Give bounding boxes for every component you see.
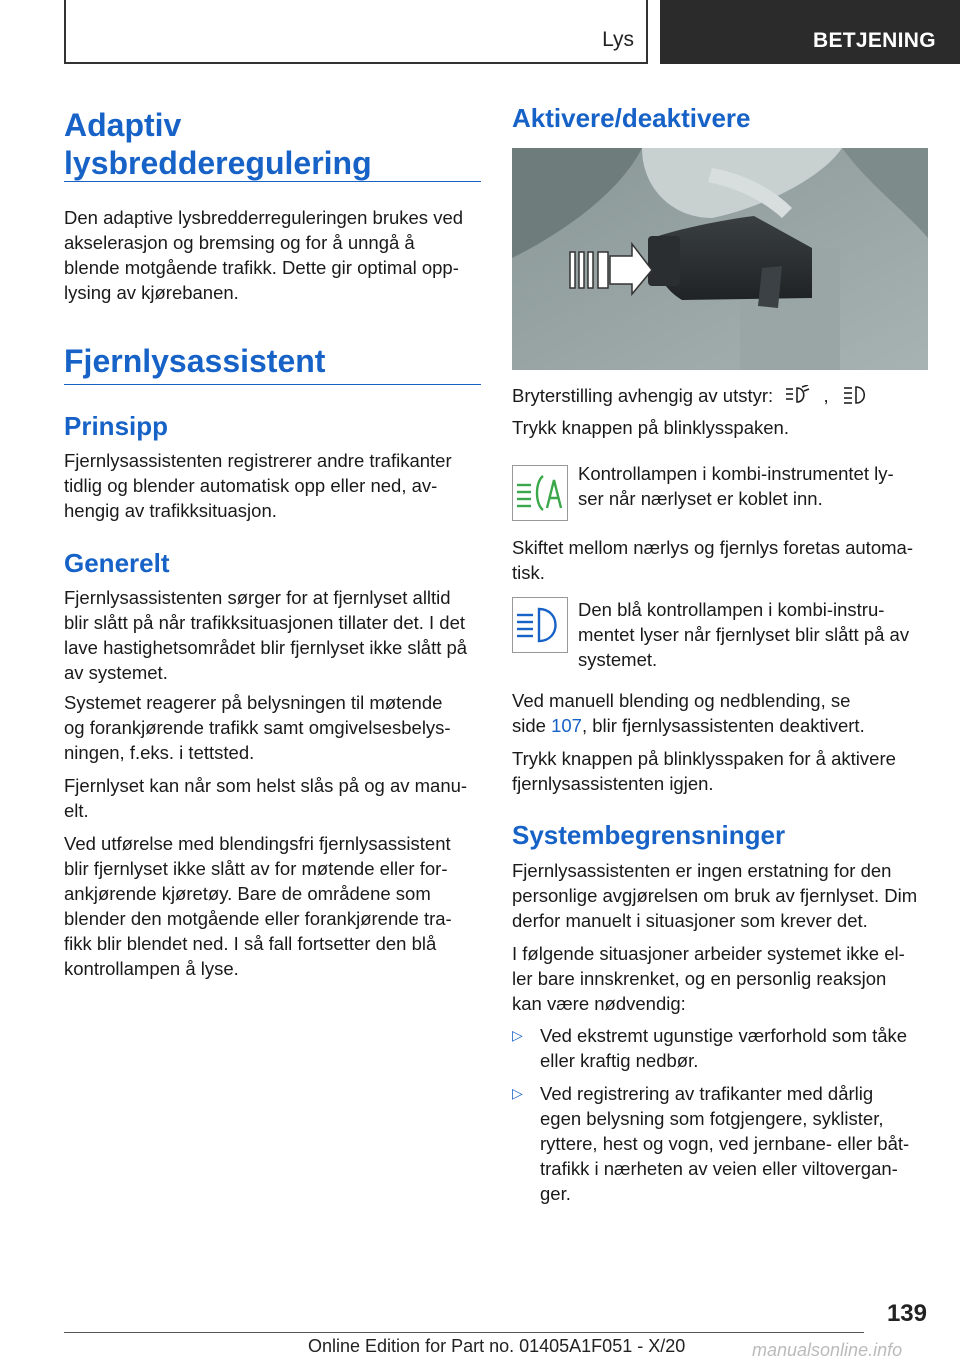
lever-illustration — [512, 148, 928, 370]
high-beam-assist-icon — [842, 385, 868, 405]
title-fjernlysassistent: Fjernlysassistent — [64, 343, 326, 379]
green-lamp-box — [512, 465, 568, 521]
generelt-paragraph-2: Systemet reagerer på belysningen til møtende og forankjørende trafikk samt omgivelsesbelys- ningen, f.eks. i tettsted. — [64, 692, 451, 763]
page-number: 139 — [886, 1300, 927, 1327]
heading-systembegrensninger: Systembegrensninger — [512, 820, 786, 850]
turn-signal-lever-photo — [512, 148, 928, 370]
heading-prinsipp: Prinsipp — [64, 411, 169, 441]
limits-paragraph-2: I følgende situasjoner arbeider systemet ikke el- ler bare innskrenket, og en personlig reaksjon kan være nødvendig: — [512, 943, 905, 1014]
limits-paragraph-1: Fjernlysassistenten er ingen erstatning for den personlige avgjørelsen om bruk av fjernlyset. Dim derfor manuelt i situasjoner som krever det. — [512, 860, 918, 931]
prinsipp-paragraph: Fjernlysassistenten registrerer andre trafikanter tidlig og blender automatisk opp eller ned, av- hengig av trafikksituasjon. — [64, 450, 452, 521]
switch-paragraph: Skiftet mellom nærlys og fjernlys foretas automa- tisk. — [512, 537, 913, 583]
heading-aktivere: Aktivere/deaktivere — [512, 103, 751, 133]
bullet-triangle-icon: ▷ — [512, 1085, 523, 1101]
bullet-triangle-icon: ▷ — [512, 1027, 523, 1043]
auto-headlight-icon — [784, 385, 810, 405]
low-beam-auto-icon — [513, 466, 567, 520]
watermark: manualsonline.info — [752, 1340, 903, 1360]
high-beam-lamp-icon — [513, 598, 567, 652]
blue-lamp-box — [512, 597, 568, 653]
footer-edition: Online Edition for Part no. 01405A1F051 - X/20 — [308, 1336, 686, 1356]
reactivate-paragraph: Trykk knappen på blinklysspaken for å aktivere fjernlysassistenten igjen. — [512, 748, 896, 794]
chapter-tab: BETJENING — [660, 0, 960, 64]
press-instruction: Trykk knappen på blinklysspaken. — [512, 417, 789, 438]
green-lamp-note: Kontrollampen i kombi-instrumentet ly- ser når nærlyset er koblet inn. — [578, 463, 894, 509]
section-name: Lys — [602, 28, 634, 51]
page-link-107[interactable]: 107 — [551, 715, 582, 736]
bullet-weather: Ved ekstremt ugunstige værforhold som tåke eller kraftig nedbør. — [540, 1025, 908, 1071]
blue-lamp-note: Den blå kontrollampen i kombi-instru- mentet lyser når fjernlyset blir slått på av systemet. — [578, 599, 910, 670]
bullet-poor-lighting: Ved registrering av trafikanter med dårlig egen belysning som fotgjengere, syklister, ryttere, hest og vogn, ved jernbane- eller båt- trafikk i nærheten av veien eller viltovergan- ger. — [540, 1083, 910, 1204]
generelt-paragraph-3: Fjernlyset kan når som helst slås på og av manu- elt. — [64, 775, 468, 821]
footer-rule — [64, 1332, 864, 1333]
title-adaptive: Adaptiv lysbredderegulering — [64, 107, 372, 181]
header-frame — [64, 0, 648, 64]
intro-paragraph: Den adaptive lysbredderreguleringen brukes ved akselerasjon og bremsing og for å unngå å blende motgående trafikk. Dette gir optimal opp- lysing av kjørebanen. — [64, 207, 464, 303]
title-rule — [64, 181, 481, 182]
generelt-paragraph-1: Fjernlysassistenten sørger for at fjernlyset alltid blir slått på når trafikksituasjonen tillater det. I det lave hastighetsområdet blir fjernlyset ikke slått på av systemet. — [64, 587, 468, 683]
heading-generelt: Generelt — [64, 548, 170, 578]
manual-dimming-paragraph: Ved manuell blending og nedblending, se side 107, blir fjernlysassistenten deaktivert. — [512, 690, 865, 736]
generelt-paragraph-4: Ved utførelse med blendingsfri fjernlysassistent blir fjernlyset ikke slått av for møtende eller for- ankjørende kjøretøy. Bare de områdene som blender den motgående eller forankjørende tra- fikk blir blendet ned. I så fall fortsetter den blå kontrollampen å lyse. — [64, 833, 452, 979]
equipment-line: Bryterstilling avhengig av utstyr: , — [512, 383, 928, 408]
section-rule — [64, 384, 481, 385]
